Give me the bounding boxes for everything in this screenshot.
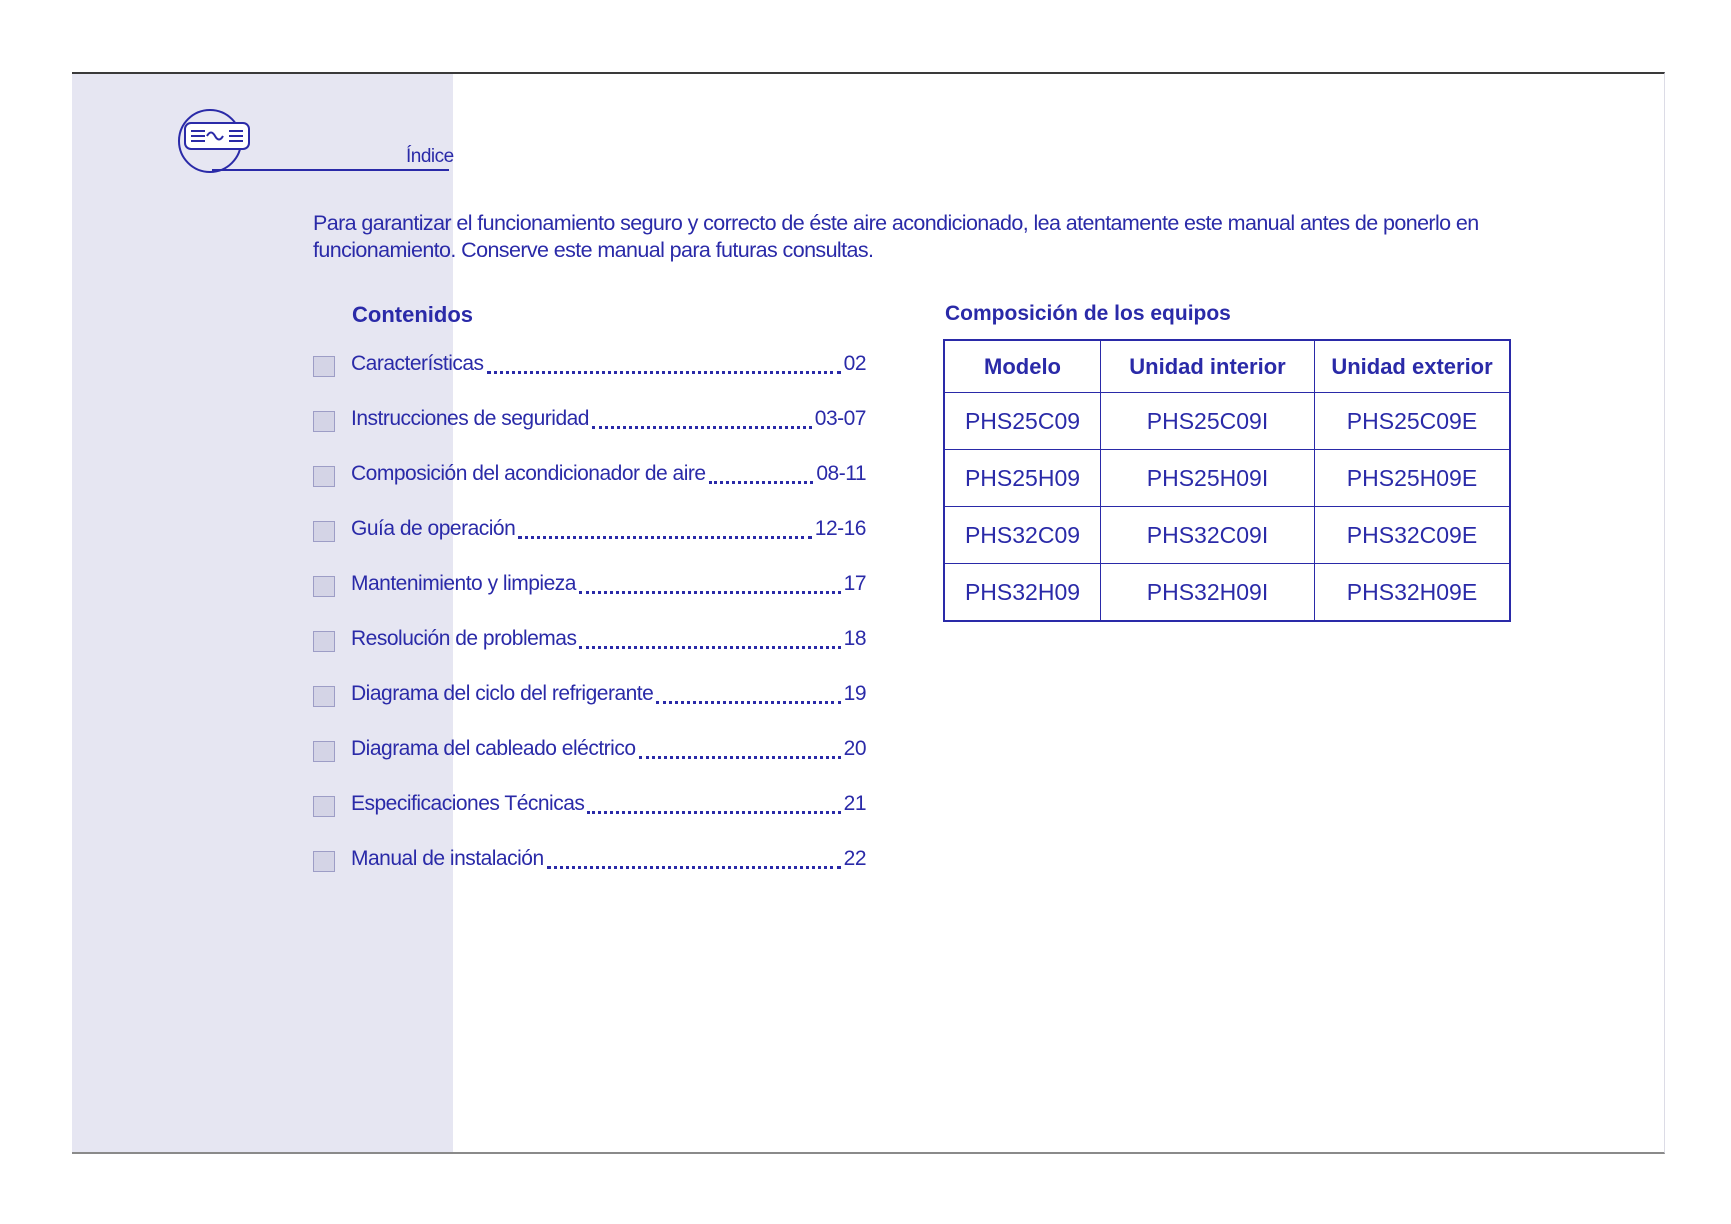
toc-item-label: Instrucciones de seguridad bbox=[351, 407, 589, 430]
toc-item-page: 17 bbox=[843, 572, 866, 595]
dot-leader bbox=[592, 407, 812, 429]
toc-item-page: 18 bbox=[843, 627, 866, 650]
table-cell: PHS25H09 bbox=[944, 450, 1101, 507]
contents-title: Contenidos bbox=[352, 302, 473, 327]
toc-item[interactable] bbox=[313, 352, 866, 407]
dot-leader bbox=[579, 572, 841, 594]
dot-leader bbox=[547, 847, 841, 869]
toc-item-label: Composición del acondicionador de aire bbox=[351, 462, 706, 485]
dot-leader bbox=[656, 682, 840, 704]
toc-item-page: 12-16 bbox=[814, 517, 866, 540]
toc-item-label: Diagrama del cableado eléctrico bbox=[351, 737, 636, 760]
composition-title: Composición de los equipos bbox=[945, 302, 1231, 325]
toc-item[interactable] bbox=[313, 627, 866, 682]
toc-item[interactable] bbox=[313, 682, 866, 737]
table-of-contents bbox=[313, 352, 866, 902]
table-cell: PHS32C09 bbox=[944, 507, 1101, 564]
bullet-square-icon bbox=[313, 576, 335, 597]
column-header-indoor-unit: Unidad interior bbox=[1101, 340, 1315, 393]
toc-item-page: 02 bbox=[843, 352, 866, 375]
toc-item-label: Manual de instalación bbox=[351, 847, 544, 870]
toc-item-page: 21 bbox=[843, 792, 866, 815]
toc-item-page: 22 bbox=[843, 847, 866, 870]
table-cell: PHS25C09E bbox=[1315, 393, 1511, 450]
toc-item[interactable] bbox=[313, 462, 866, 517]
toc-item-label: Mantenimiento y limpieza bbox=[351, 572, 576, 595]
table-cell: PHS25H09I bbox=[1101, 450, 1315, 507]
bullet-square-icon bbox=[313, 466, 335, 487]
models-table bbox=[943, 339, 1511, 622]
toc-item-label: Guía de operación bbox=[351, 517, 516, 540]
bullet-square-icon bbox=[313, 356, 335, 377]
toc-item-label: Diagrama del ciclo del refrigerante bbox=[351, 682, 654, 705]
column-header-outdoor-unit: Unidad exterior bbox=[1315, 340, 1511, 393]
dot-leader bbox=[518, 517, 811, 539]
dot-leader bbox=[487, 352, 841, 374]
toc-item-page: 08-11 bbox=[816, 462, 866, 485]
dot-leader bbox=[709, 462, 814, 484]
table-cell: PHS32C09I bbox=[1101, 507, 1315, 564]
bullet-square-icon bbox=[313, 411, 335, 432]
table-cell: PHS25C09 bbox=[944, 393, 1101, 450]
toc-item[interactable] bbox=[313, 407, 866, 462]
air-conditioner-logo-icon bbox=[174, 108, 254, 174]
toc-item-label: Características bbox=[351, 352, 484, 375]
table-cell: PHS32H09I bbox=[1101, 564, 1315, 622]
column-header-model: Modelo bbox=[944, 340, 1101, 393]
table-cell: PHS32H09 bbox=[944, 564, 1101, 622]
toc-item-page: 19 bbox=[843, 682, 866, 705]
bullet-square-icon bbox=[313, 686, 335, 707]
table-row bbox=[944, 507, 1510, 564]
table-header-row bbox=[944, 340, 1510, 393]
toc-item[interactable] bbox=[313, 517, 866, 572]
table-row bbox=[944, 564, 1510, 622]
dot-leader bbox=[587, 792, 840, 814]
toc-item-label: Especificaciones Técnicas bbox=[351, 792, 585, 815]
table-row bbox=[944, 393, 1510, 450]
section-name: Índice bbox=[406, 146, 454, 167]
header-rule bbox=[212, 169, 449, 171]
toc-item-label: Resolución de problemas bbox=[351, 627, 577, 650]
table-cell: PHS32H09E bbox=[1315, 564, 1511, 622]
toc-item[interactable] bbox=[313, 847, 866, 902]
dot-leader bbox=[579, 627, 840, 649]
bullet-square-icon bbox=[313, 796, 335, 817]
toc-item[interactable] bbox=[313, 737, 866, 792]
bullet-square-icon bbox=[313, 521, 335, 542]
bullet-square-icon bbox=[313, 741, 335, 762]
table-row bbox=[944, 450, 1510, 507]
toc-item[interactable] bbox=[313, 792, 866, 847]
dot-leader bbox=[639, 737, 841, 759]
bullet-square-icon bbox=[313, 631, 335, 652]
table-cell: PHS25C09I bbox=[1101, 393, 1315, 450]
toc-item-page: 03-07 bbox=[814, 407, 866, 430]
bullet-square-icon bbox=[313, 851, 335, 872]
table-cell: PHS25H09E bbox=[1315, 450, 1511, 507]
intro-paragraph: Para garantizar el funcionamiento seguro y correcto de éste aire acondicionado, lea atentamente este manual antes de ponerlo en funcionamiento. Conserve este manual para futuras consultas. bbox=[313, 211, 1479, 262]
toc-item[interactable] bbox=[313, 572, 866, 627]
toc-item-page: 20 bbox=[843, 737, 866, 760]
table-cell: PHS32C09E bbox=[1315, 507, 1511, 564]
